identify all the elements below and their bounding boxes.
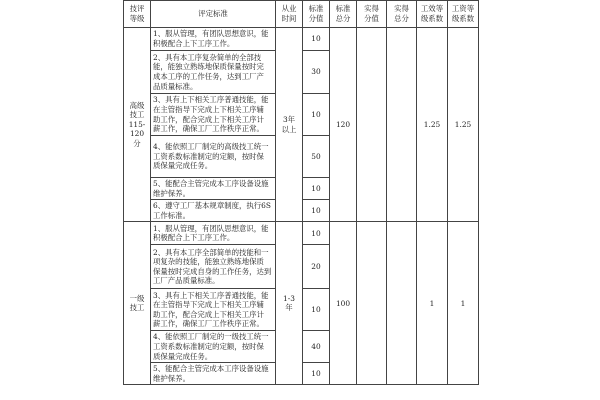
criteria-cell: 4、能依照工厂制定的一级技工统一 工资系数标准制定的定额，按时保 质保量完成任务。 [151, 331, 276, 363]
years-cell: 1-3 年 [276, 222, 303, 385]
criteria-cell: 1、服从管理，有团队思想意识，能 积极配合上下工序工作。 [151, 222, 276, 245]
score-cell: 30 [303, 51, 330, 94]
table-row [124, 28, 479, 51]
header-actual-total: 实得 总分 [387, 1, 417, 28]
wage-coef-cell: 1 [448, 222, 479, 385]
actual-score-cell [357, 28, 387, 222]
criteria-cell: 5、能配合主管完成本工序设备设施 维护保养。 [151, 178, 276, 200]
criteria-cell: 3、具有上下相关工序普通技能，能 在主管指导下完成上下相关工序辅 助工作，配合完成上下相关工序计 薪工作，确保工厂工作秩序正常。 [151, 94, 276, 136]
score-cell: 50 [303, 136, 330, 178]
header-actual-score: 实得 分值 [357, 1, 387, 28]
score-cell: 40 [303, 331, 330, 363]
criteria-cell: 2、具有本工序复杂简单的全部技 能，能独立熟练地保质保量按时完 成本工序的工作任务，达到工厂产 品质量标准。 [151, 51, 276, 94]
criteria-cell: 2、具有本工序全部简单的技能和一 项复杂的技能，能独立熟练地保质 保量按时完成自身的工作任务，达到 工厂产品质量标准。 [151, 245, 276, 289]
score-cell: 20 [303, 245, 330, 289]
coef-cell: 1.25 [417, 28, 448, 222]
score-cell: 10 [303, 94, 330, 136]
table-body [124, 28, 479, 385]
criteria-cell: 5、能配合主管完成本工序设备设施 维护保养。 [151, 363, 276, 385]
grade-standards-sheet [123, 0, 478, 385]
header-grade: 技评 等级 [124, 1, 151, 28]
std-total-cell: 100 [330, 222, 357, 385]
header-std-score: 标准 分值 [303, 1, 330, 28]
score-cell: 10 [303, 222, 330, 245]
wage-coef-cell: 1.25 [448, 28, 479, 222]
header-row [124, 1, 479, 28]
criteria-cell: 1、服从管理，有团队思想意识，能 积极配合上下工序工作。 [151, 28, 276, 51]
header-std-total: 标准 总分 [330, 1, 357, 28]
score-cell: 10 [303, 28, 330, 51]
years-cell: 3年 以上 [276, 28, 303, 222]
score-cell: 10 [303, 200, 330, 222]
grade-standards-table [123, 0, 479, 385]
score-cell: 10 [303, 289, 330, 331]
grade-cell: 一级 技工 [124, 222, 151, 385]
criteria-cell: 3、具有上下相关工序普通技能，能 在主管指导下完成上下相关工序辅 助工作，配合完成上下相关工序计 薪工作，确保工厂工作秩序正常。 [151, 289, 276, 331]
grade-cell: 高级 技工 115- 120 分 [124, 28, 151, 222]
score-cell: 10 [303, 363, 330, 385]
header-coef: 工效等 级系数 [417, 1, 448, 28]
header-wage-coef: 工资等 级系数 [448, 1, 479, 28]
coef-cell: 1 [417, 222, 448, 385]
table-row [124, 222, 479, 245]
actual-total-cell [387, 222, 417, 385]
header-years: 从业 时间 [276, 1, 303, 28]
header-criteria: 评定标准 [151, 1, 276, 28]
score-cell: 10 [303, 178, 330, 200]
actual-score-cell [357, 222, 387, 385]
actual-total-cell [387, 28, 417, 222]
std-total-cell: 120 [330, 28, 357, 222]
criteria-cell: 4、能依照工厂制定的高级技工统一 工资系数标准制定的定额，按时保 质保量完成任务。 [151, 136, 276, 178]
criteria-cell: 6、遵守工厂基本规章制度，执行6S 工作标准。 [151, 200, 276, 222]
